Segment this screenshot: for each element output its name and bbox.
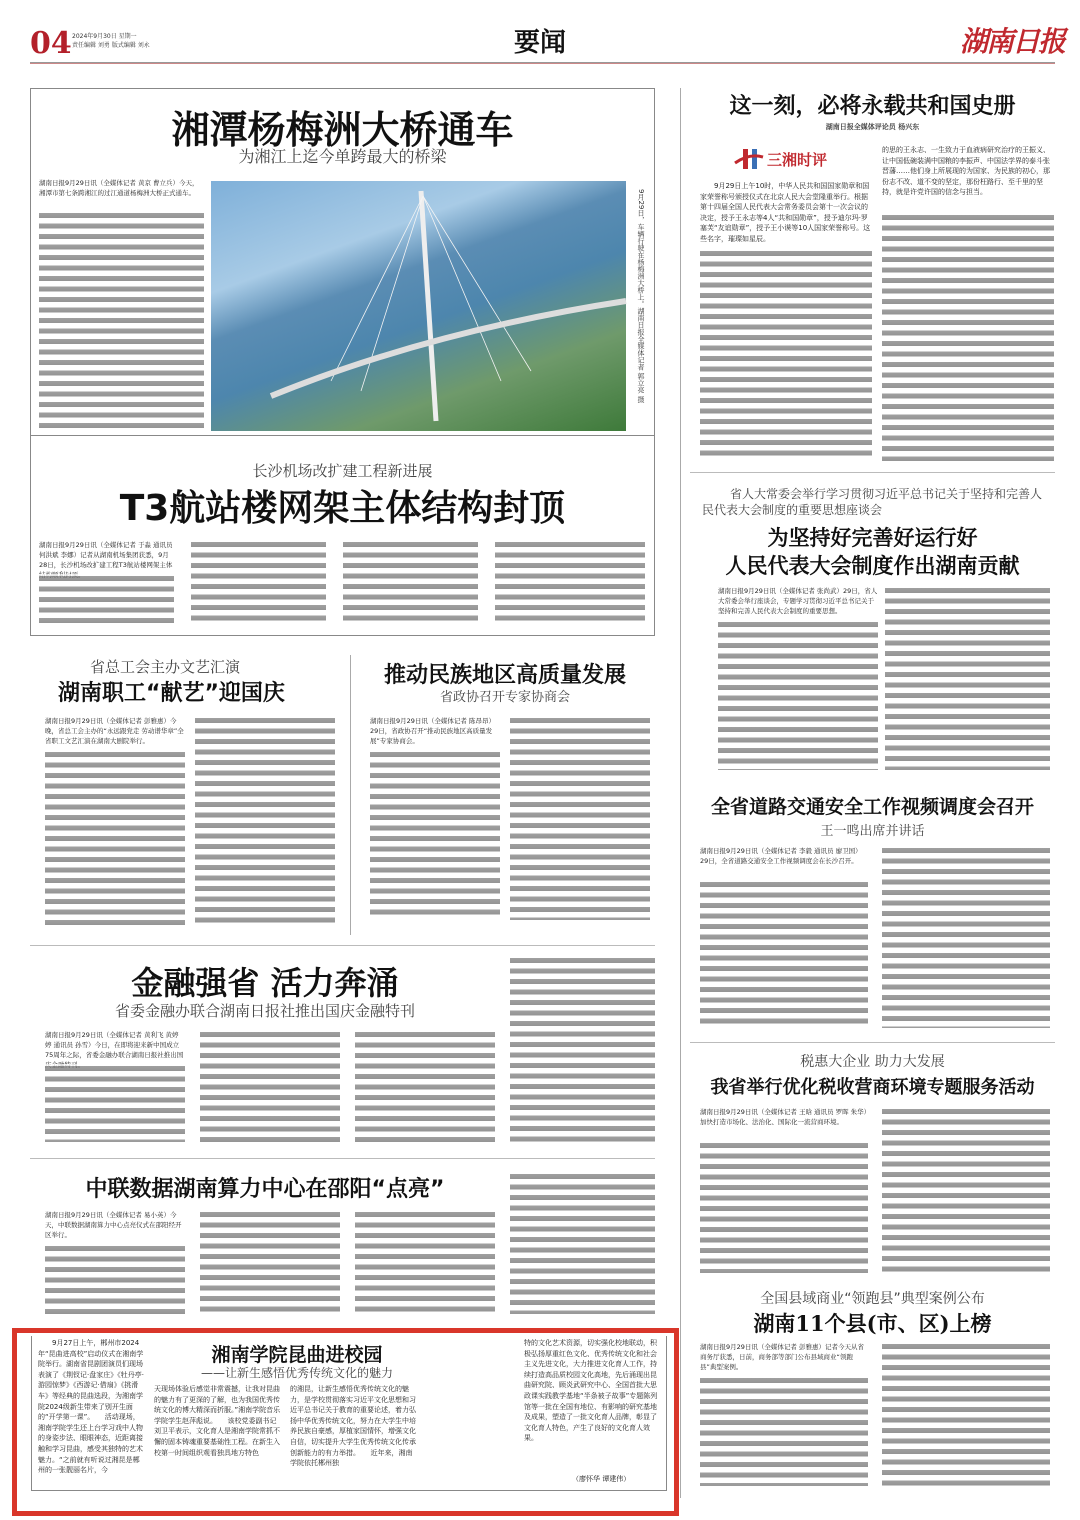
subhead: ——让新生感悟优秀传统文化的魅力: [200, 1366, 393, 1380]
lead-text: 湖南日报9月29日讯（全媒体记者 黄京 曹立兵）今天，湘潭市第七条跨湘江的过江通道杨梅洲大桥正式通车。: [39, 179, 199, 197]
lead-text: 湖南日报9月29日讯（全媒体记者 李毅 通讯员 廖卫国）29日，全省道路交通安全工作视频调度会在长沙召开。: [700, 847, 862, 865]
headline: 湖南11个县(市、区)上榜: [753, 1311, 992, 1336]
date-line: [72, 32, 192, 50]
column-4: 特的文化艺术资源，切实强化校地联动，积极弘扬厚重红色文化、优秀传统文化和社会主义先进文化，大力推进文化育人工作，持续打造高品质校园文化高地，先后涌现出昆曲研究院、顾炎武研究中心、全国首批大思政课实践教学基地“半条被子故事”专题陈列馆等一批在全国有地位、有影响的研究基地及成果，塑造了一批文化育人品牌，彰显了文化育人特色，产生了良好的文化育人效果。: [524, 1339, 658, 1443]
computing-article[interactable]: [30, 1160, 655, 1322]
byline: 湖南日报全媒体评论员 杨兴东: [825, 123, 920, 131]
column-divider: [680, 88, 681, 1498]
lead-text: 湖南日报9月29日讯（全媒体记者 陈昂昂）29日，省政协召开“推动民族地区高质量发展”专家协商会。: [370, 717, 495, 745]
body-text: [700, 249, 872, 461]
body-text: [882, 213, 1054, 461]
headline: 全省道路交通安全工作视频调度会召开: [710, 796, 1034, 818]
traffic-article[interactable]: [690, 782, 1055, 1040]
section-title: 要闻: [513, 28, 566, 58]
headline: 我省举行优化税收营商环境专题服务活动: [710, 1077, 1035, 1098]
headline: 湘潭杨梅洲大桥通车: [171, 108, 514, 152]
headline: 金融强省 活力奔涌: [131, 964, 399, 1002]
column-divider: [350, 655, 351, 935]
column-1: 9月27日上午，郴州市2024年“昆曲进高校”启动仪式在湘南学院举行。湖南省昆剧团演员们现场表演了《荆钗记·盘家庄》《牡丹亭·游园惊梦》《西游记·借扇》《挑滑车》等经典的昆曲选段，为湘南学院2024级新生带来了别开生面的“开学第一课”。 活动现场，湘南学院学生还上台学习戏中人物的身姿步法、眼眼神态，近距离接触和学习昆曲，感受其独特的艺术魅力。“之前就有听说过湘昆是郴州的一张靓丽名片，今: [38, 1339, 144, 1475]
bridge-photo: [211, 181, 626, 431]
divider: [690, 472, 1055, 473]
headline: T3航站楼网架主体结构封顶: [119, 488, 566, 529]
subhead: 为湘江上迄今单跨最大的桥梁: [238, 147, 447, 166]
bridge-article[interactable]: [30, 88, 655, 436]
column-2: 天现场体验后感觉非常震撼，让我对昆曲的魅力有了更深的了解，也为我国优秀传统文化的博大精深而折服。”湘南学院音乐学院学生赵萍彪说。 该校党委副书记刘卫平表示，文化育人是湘南学院常抓不懈的固本铸魂重要基础性工程。在新生入校第一时间组织观看独具地方特色: [154, 1385, 281, 1457]
kicker: 全国县域商业“领跑县”典型案例公布: [760, 1291, 985, 1307]
body-text: [510, 956, 655, 1142]
headline: 推动民族地区高质量发展: [383, 663, 626, 688]
kicker: 税惠大企业 助力大发展: [800, 1054, 945, 1070]
lead-text: 湖南日报9月29日讯（全媒体记者 张尚武）29日，省人大常委会举行座谈会，专题学习贯彻习近平总书记关于坚持和完善人民代表大会制度的重要思想。: [718, 587, 878, 615]
column-logo: [735, 147, 827, 171]
sanxiang-logo-icon: [735, 147, 763, 171]
body-text: [39, 211, 204, 429]
subhead: 省委金融办联合湖南日报社推出国庆金融特刊: [114, 1002, 415, 1020]
kicker: 长沙机场改扩建工程新进展: [252, 462, 433, 480]
column-logo-text: 三湘时评: [767, 150, 828, 169]
highlighted-article-frame[interactable]: [12, 1328, 679, 1516]
headline-line1: 为坚持好完善好运行好: [767, 526, 978, 550]
body-text: [700, 1376, 868, 1486]
page-number: 04: [30, 26, 72, 61]
date: 2024年9月30日 星期一: [72, 33, 137, 40]
lead-text: 湖南日报9月29日讯（全媒体记者 王晗 通讯员 罗晖 朱华）加快打造市场化、法治化、国际化一流营商环境。: [700, 1108, 867, 1126]
newspaper-logo: 湖南日报: [960, 25, 1065, 58]
body-text: [718, 620, 878, 770]
headline: 这一刻，必将永载共和国史册: [729, 93, 1016, 119]
body-text: [370, 750, 500, 920]
lead-text: 湖南日报9月29日讯（全媒体记者 易小英）今天，中联数据湖南算力中心点亮仪式在邵阳经开区举行。: [45, 1211, 182, 1239]
kicker: 省总工会主办文艺汇演: [90, 658, 241, 676]
column-2: 的思的王永志、一生致力于血液病研究治疗的王振义、让中国低碗装满中国粮的李振声、中国法学界的泰斗张晋藩……他们身上所展现的为国家、为民族的初心，那份志不改、道不变的坚定，那份枉路行、至千里的坚持，就是许党许国的信念与担当。: [882, 146, 1050, 197]
lead-text: 湖南日报9月29日讯（全媒体记者 黄利飞 黄婷婷 通讯员 孙雪）今日，在即将迎来新中国成立75周年之际，省委金融办联合湖南日报社推出国: [45, 1031, 184, 1059]
photo-caption: 9月29日，车辆行驶在杨梅洲大桥上。湖南日报全媒体记者 郭立亮 摄: [637, 189, 645, 403]
body-text: [45, 1244, 185, 1314]
body-text: [510, 1172, 655, 1314]
body-text: [200, 1030, 340, 1142]
t3-article[interactable]: [30, 436, 655, 636]
lead-text: 湖南日报9月29日讯（全媒体记者 彭雅惠）今晚，省总工会主办的“永远跟党走 劳动谱华章”全省职工文艺汇演在湖南大剧院举行。: [45, 717, 184, 745]
lead-text: 9月29日上午10时，中华人民共和国国家勋章和国家荣誉称号颁授仪式在北京人民大会堂隆重举行。根据第十四届全国人民代表大会常务委员会第十一次会议的决定，授予王永志等4人“共和国勋章”，授予迪尔玛·罗塞芙“友谊勋章”，授予王小谟等10人国家荣誉称号。这些名字，璀璨如星辰。: [700, 182, 871, 243]
body-text: [510, 716, 650, 920]
body-text: [343, 540, 478, 626]
editors: 责任编辑 刘勇 版式编辑 刘永: [72, 42, 150, 49]
lead-text: 湖南日报9月29日讯（全媒体记者 于淼 通讯员 何洪斌 李娜）记者从湖南机场集团获悉，9月28日，长沙机场改扩建工程T3航站楼网架主体: [39, 541, 173, 569]
commentary-article[interactable]: [690, 85, 1055, 470]
divider: [30, 945, 655, 946]
masthead-divider: [30, 62, 1055, 64]
body-text: [882, 846, 1050, 1028]
body-text: [882, 1107, 1050, 1273]
body-text: [355, 1210, 495, 1314]
county-article[interactable]: [690, 1282, 1055, 1507]
bridge-illustration: [211, 181, 626, 431]
body-text: [882, 1342, 1050, 1486]
divider: [690, 1042, 1055, 1043]
body-text: [700, 880, 868, 1028]
featured-article[interactable]: [31, 1336, 667, 1491]
npc-article[interactable]: [690, 480, 1055, 780]
headline: 湖南职工“献艺”迎国庆: [58, 681, 285, 706]
subhead: 王一鸣出席并讲话: [820, 824, 925, 839]
column-3: 的湘昆，让新生感悟优秀传统文化的魅力，是学校贯彻落实习近平文化思想和习近平总书记关于教育的重要论述，着力弘扬中华优秀传统文化，努力在大学生中培养民族自豪感，厚植家国情怀，增强文化自信，切实提升大学生优秀传统文化传承创新能力的有力举措。 近年来，湘南学院依托郴州独: [290, 1385, 416, 1468]
body-text: [200, 1210, 340, 1314]
body-text: [45, 1064, 185, 1142]
body-text: [495, 540, 645, 626]
body-text: [355, 1030, 495, 1142]
body-text: [191, 540, 326, 626]
body-text: [45, 750, 185, 925]
tax-article[interactable]: [690, 1045, 1055, 1280]
headline: 湘南学院昆曲进校园: [211, 1344, 383, 1366]
headline: 中联数据湖南算力中心在邵阳“点亮”: [85, 1177, 445, 1202]
body-text: [195, 716, 335, 925]
headline-line2: 人民代表大会制度作出湖南贡献: [725, 554, 1020, 578]
body-text: [39, 574, 174, 626]
kicker: 省人大常委会举行学习贯彻习近平总书记关于坚持和完善人民代表大会制度的重要思想座谈会: [702, 487, 1043, 517]
body-text: [700, 1141, 868, 1273]
ethnic-article[interactable]: [355, 650, 655, 940]
finance-article[interactable]: [30, 950, 655, 1155]
subhead: 省政协召开专家协商会: [439, 690, 570, 705]
divider: [30, 1158, 655, 1159]
workers-article[interactable]: [30, 650, 345, 940]
body-text: [885, 586, 1050, 770]
byline: （廖怀华 谭建伟）: [572, 1475, 631, 1483]
lead-text: 湖南日报9月29日讯（全媒体记者 彭雅惠）记者今天从省商务厅获悉，日前，商务部等部门公布县域商业“领跑县”典型案例。: [700, 1343, 864, 1371]
